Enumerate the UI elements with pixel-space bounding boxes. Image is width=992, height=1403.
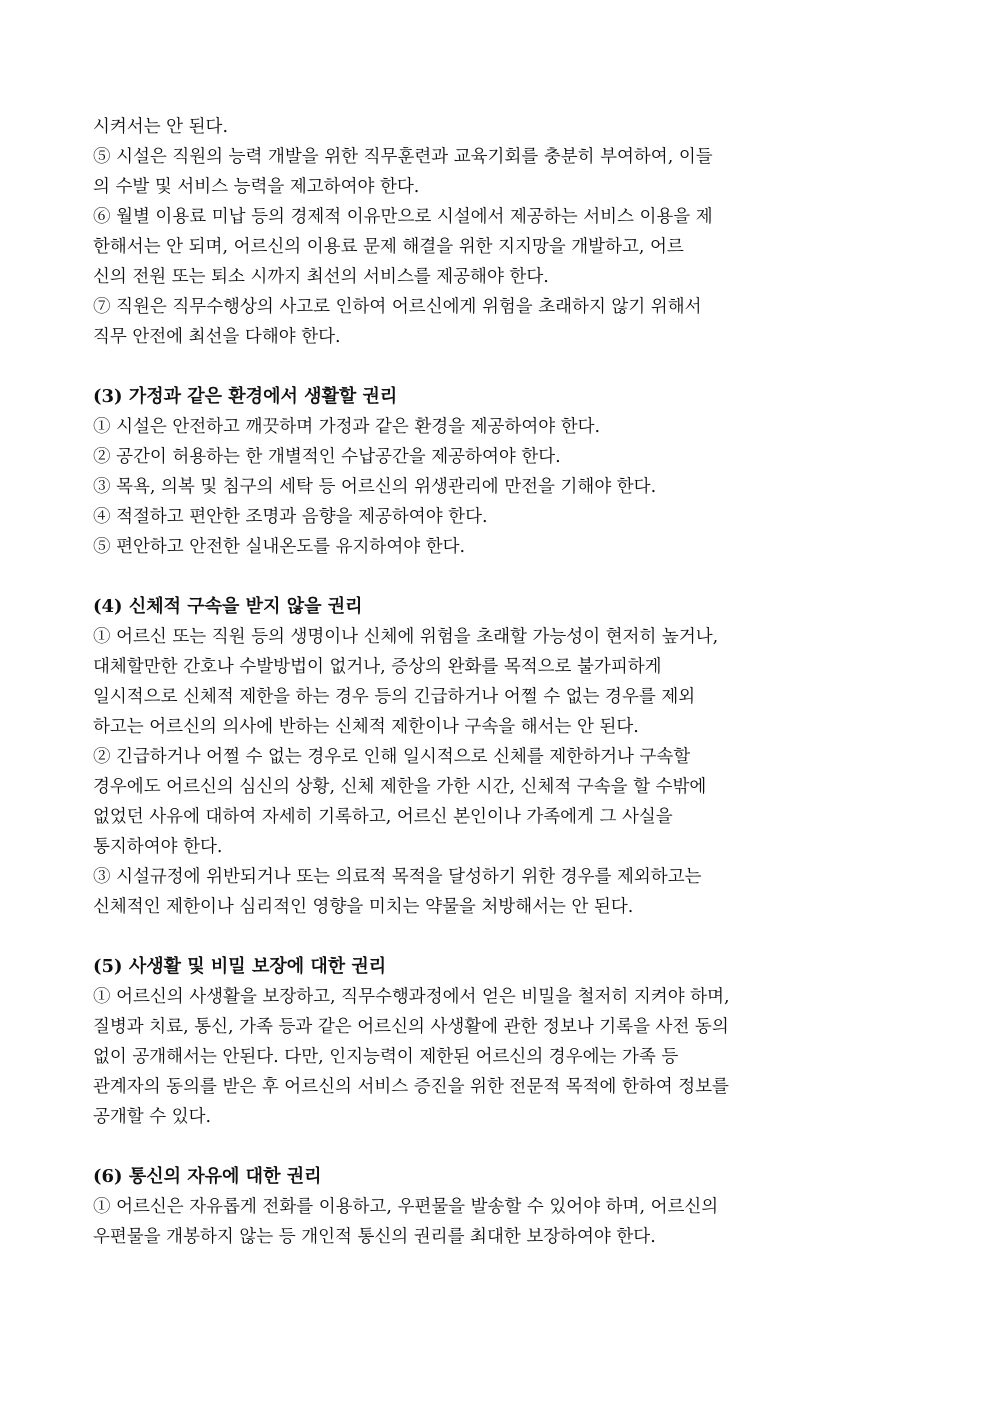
- section-6-line: 우편물을 개봉하지 않는 등 개인적 통신의 권리를 최대한 보장하여야 한다.: [93, 1227, 656, 1247]
- section-5-line: 없이 공개해서는 안된다. 다만, 인지능력이 제한된 어르신의 경우에는 가족 등: [93, 1047, 679, 1067]
- section-6-line: ① 어르신은 자유롭게 전화를 이용하고, 우편물을 발송할 수 있어야 하며, 어르신의: [93, 1197, 719, 1217]
- section-4-line: ② 긴급하거나 어쩔 수 없는 경우로 인해 일시적으로 신체를 제한하거나 구속할: [93, 747, 691, 767]
- section-5-line: 관계자의 동의를 받은 후 어르신의 서비스 증진을 위한 전문적 목적에 한하여 정보를: [93, 1077, 729, 1097]
- section-3-line: ② 공간이 허용하는 한 개별적인 수납공간을 제공하여야 한다.: [93, 447, 561, 467]
- section-4-line: ③ 시설규정에 위반되거나 또는 의료적 목적을 달성하기 위한 경우를 제외하고는: [93, 867, 702, 887]
- section-3-line: ⑤ 편안하고 안전한 실내온도를 유지하여야 한다.: [93, 537, 466, 557]
- section-4-line: 없었던 사유에 대하여 자세히 기록하고, 어르신 본인이나 가족에게 그 사실을: [93, 807, 673, 827]
- section-3-line: ③ 목욕, 의복 및 침구의 세탁 등 어르신의 위생관리에 만전을 기해야 한다.: [93, 477, 657, 497]
- section-4-line: 경우에도 어르신의 심신의 상황, 신체 제한을 가한 시간, 신체적 구속을 할 수밖에: [93, 777, 707, 797]
- intro-line: ⑤ 시설은 직원의 능력 개발을 위한 직무훈련과 교육기회를 충분히 부여하여, 이들: [93, 147, 713, 167]
- section-4-heading: (4) 신체적 구속을 받지 않을 권리: [93, 596, 363, 617]
- section-spacer: [93, 352, 913, 382]
- section-4-line: 대체할만한 간호나 수발방법이 없거나, 증상의 완화를 목적으로 불가피하게: [93, 657, 662, 677]
- section-spacer: [93, 562, 913, 592]
- intro-block: [93, 112, 913, 352]
- section-4-line: ① 어르신 또는 직원 등의 생명이나 신체에 위험을 초래할 가능성이 현저히 높거나,: [93, 627, 719, 647]
- intro-line: 신의 전원 또는 퇴소 시까지 최선의 서비스를 제공해야 한다.: [93, 267, 549, 287]
- section-4: [93, 592, 913, 922]
- section-4-line: 하고는 어르신의 의사에 반하는 신체적 제한이나 구속을 해서는 안 된다.: [93, 717, 639, 737]
- section-5-line: 공개할 수 있다.: [93, 1107, 212, 1127]
- intro-line: ⑥ 월별 이용료 미납 등의 경제적 이유만으로 시설에서 제공하는 서비스 이용을 제: [93, 207, 713, 227]
- section-4-line: 신체적인 제한이나 심리적인 영향을 미치는 약물을 처방해서는 안 된다.: [93, 897, 634, 917]
- section-spacer: [93, 1132, 913, 1162]
- intro-line: 의 수발 및 서비스 능력을 제고하여야 한다.: [93, 177, 420, 197]
- section-4-line: 일시적으로 신체적 제한을 하는 경우 등의 긴급하거나 어쩔 수 없는 경우를 제외: [93, 687, 696, 707]
- intro-line: 시켜서는 안 된다.: [93, 117, 229, 137]
- section-3-heading: (3) 가정과 같은 환경에서 생활할 권리: [93, 386, 398, 407]
- section-3-line: ① 시설은 안전하고 깨끗하며 가정과 같은 환경을 제공하여야 한다.: [93, 417, 601, 437]
- section-4-line: 통지하여야 한다.: [93, 837, 223, 857]
- section-6-heading: (6) 통신의 자유에 대한 권리: [93, 1166, 322, 1187]
- section-5-heading: (5) 사생활 및 비밀 보장에 대한 권리: [93, 956, 387, 977]
- section-3-line: ④ 적절하고 편안한 조명과 음향을 제공하여야 한다.: [93, 507, 488, 527]
- section-6: [93, 1162, 913, 1252]
- intro-line: 한해서는 안 되며, 어르신의 이용료 문제 해결을 위한 지지망을 개발하고, 어르: [93, 237, 684, 257]
- intro-line: ⑦ 직원은 직무수행상의 사고로 인하여 어르신에게 위험을 초래하지 않기 위해서: [93, 297, 702, 317]
- intro-line: 직무 안전에 최선을 다해야 한다.: [93, 327, 341, 347]
- section-spacer: [93, 922, 913, 952]
- section-5-line: 질병과 치료, 통신, 가족 등과 같은 어르신의 사생활에 관한 정보나 기록을 사전 동의: [93, 1017, 729, 1037]
- document-body: [93, 112, 913, 1252]
- section-5: [93, 952, 913, 1132]
- section-3: [93, 382, 913, 562]
- section-5-line: ① 어르신의 사생활을 보장하고, 직무수행과정에서 얻은 비밀을 철저히 지켜야 하며,: [93, 987, 730, 1007]
